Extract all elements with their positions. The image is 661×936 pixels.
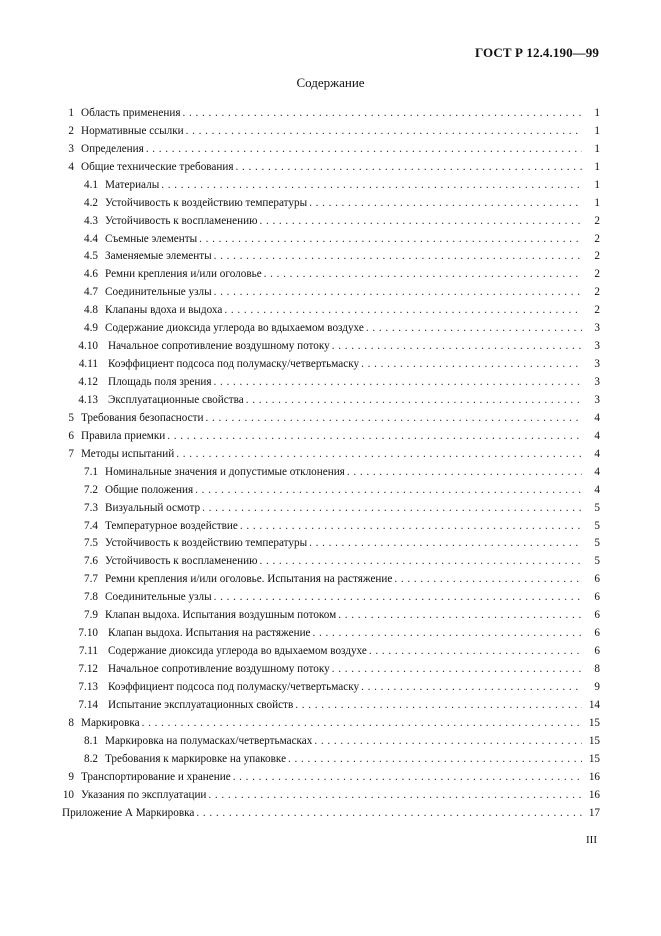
toc-entry-page: 16 — [588, 788, 600, 801]
toc-entry-number: 4.8 — [84, 304, 98, 317]
toc-entry-title: Устойчивость к воспламенению — [105, 214, 258, 227]
toc-entry-number: 4.1 — [84, 178, 98, 191]
toc-entry-title: Методы испытаний — [81, 447, 175, 460]
toc-entry-number: 4.9 — [84, 322, 98, 335]
toc-entry-number: 7.13 — [78, 680, 98, 693]
toc-entry[interactable] — [62, 335, 600, 353]
toc-entry-page: 1 — [594, 124, 600, 137]
toc-entry-number: 4.2 — [84, 196, 98, 209]
toc-entry[interactable] — [62, 246, 600, 264]
toc-entry-number: 7.9 — [84, 609, 98, 622]
toc-entry-title: Ремни крепления и/или оголовье. Испытания на растяжение — [105, 573, 393, 586]
toc-leader-dots — [214, 250, 582, 263]
toc-entry-number: 7.7 — [84, 573, 98, 586]
toc-entry[interactable] — [62, 479, 600, 497]
toc-leader-dots — [213, 376, 582, 389]
toc-entry[interactable] — [62, 568, 600, 586]
toc-entry-title: Нормативные ссылки — [81, 124, 184, 137]
toc-entry-page: 2 — [594, 214, 600, 227]
toc-entry-title: Приложение А Маркировка — [62, 806, 195, 819]
toc-entry[interactable] — [62, 192, 600, 210]
toc-entry-number: 4.6 — [84, 268, 98, 281]
toc-entry-number: 7.4 — [84, 519, 98, 532]
toc-entry-number: 7 — [68, 447, 74, 460]
toc-entry-title: Общие положения — [105, 483, 194, 496]
toc-entry-title: Клапан выдоха. Испытания воздушным потоком — [105, 609, 337, 622]
toc-entry[interactable] — [62, 371, 600, 389]
toc-entry-page: 2 — [594, 250, 600, 263]
toc-entry-number: 4 — [68, 160, 74, 173]
toc-entry-page: 5 — [594, 537, 600, 550]
toc-entry-title: Область применения — [81, 106, 181, 119]
toc-entry[interactable] — [62, 533, 600, 551]
toc-entry-number: 3 — [68, 142, 74, 155]
toc-entry-title: Соединительные узлы — [105, 286, 212, 299]
toc-entry-title: Клапан выдоха. Испытания на растяжение — [108, 627, 311, 640]
toc-entry-number: 8 — [68, 716, 74, 729]
toc-entry[interactable] — [62, 586, 600, 604]
toc-leader-dots — [259, 555, 582, 568]
toc-entry[interactable] — [62, 622, 600, 640]
toc-entry-number: 4.7 — [84, 286, 98, 299]
toc-entry[interactable] — [62, 407, 600, 425]
toc-entry-page: 4 — [594, 411, 600, 424]
toc-entry-title: Правила приемки — [81, 429, 166, 442]
toc-entry-page: 16 — [588, 770, 600, 783]
toc-entry-page: 14 — [588, 698, 600, 711]
table-of-contents — [62, 102, 600, 820]
toc-leader-dots — [146, 143, 582, 156]
toc-entry[interactable] — [62, 694, 600, 712]
toc-entry-page: 4 — [594, 465, 600, 478]
toc-entry-page: 17 — [588, 806, 600, 819]
toc-entry-title: Эксплуатационные свойства — [108, 393, 244, 406]
toc-leader-dots — [288, 753, 582, 766]
toc-entry[interactable] — [62, 676, 600, 694]
toc-entry-number: 4.13 — [78, 393, 98, 406]
toc-entry-page: 6 — [594, 591, 600, 604]
toc-entry[interactable] — [62, 389, 600, 407]
toc-leader-dots — [195, 484, 582, 497]
toc-entry-title: Общие технические требования — [81, 160, 234, 173]
toc-entry-number: 10 — [62, 788, 74, 801]
toc-entry-page: 4 — [594, 447, 600, 460]
toc-leader-dots — [224, 304, 582, 317]
toc-entry-title: Заменяемые элементы — [105, 250, 212, 263]
toc-entry-title: Транспортирование и хранение — [81, 770, 231, 783]
toc-leader-dots — [205, 412, 582, 425]
toc-entry-page: 15 — [588, 716, 600, 729]
toc-entry-title: Требования к маркировке на упаковке — [105, 752, 287, 765]
toc-entry-page: 5 — [594, 519, 600, 532]
toc-leader-dots — [264, 268, 582, 281]
toc-entry-title: Маркировка — [81, 716, 140, 729]
toc-leader-dots — [176, 448, 582, 461]
toc-entry-title: Ремни крепления и/или оголовье — [105, 268, 262, 281]
toc-leader-dots — [259, 215, 582, 228]
toc-leader-dots — [214, 591, 582, 604]
toc-entry-page: 1 — [594, 142, 600, 155]
toc-entry-title: Начальное сопротивление воздушному потоку — [108, 663, 330, 675]
toc-entry[interactable] — [62, 766, 600, 784]
toc-leader-dots — [361, 681, 582, 694]
toc-entry-number: 4.3 — [84, 214, 98, 227]
toc-entry[interactable] — [62, 425, 600, 443]
toc-entry-title: Устойчивость к воздействию температуры — [105, 196, 308, 209]
toc-entry-page: 15 — [588, 734, 600, 747]
toc-entry[interactable] — [62, 658, 600, 676]
toc-entry-title: Номинальные значения и допустимые отклонения — [105, 465, 345, 478]
toc-leader-dots — [361, 358, 582, 371]
toc-entry-number: 6 — [68, 429, 74, 442]
toc-entry[interactable] — [62, 784, 600, 802]
toc-entry[interactable] — [62, 802, 600, 820]
toc-entry-title: Устойчивость к воздействию температуры — [105, 537, 308, 550]
toc-entry[interactable] — [62, 138, 600, 156]
toc-leader-dots — [338, 609, 582, 622]
toc-entry-page: 2 — [594, 304, 600, 317]
toc-leader-dots — [199, 233, 582, 246]
toc-entry-page: 1 — [594, 178, 600, 191]
toc-entry-title: Устойчивость к воспламенению — [105, 555, 258, 568]
toc-entry-title: Клапаны вдоха и выдоха — [105, 304, 223, 317]
toc-entry-page: 3 — [594, 340, 600, 353]
toc-entry-page: 9 — [594, 680, 600, 693]
toc-entry-title: Содержание диоксида углерода во вдыхаемом воздухе — [105, 322, 364, 335]
toc-leader-dots — [202, 502, 582, 515]
toc-entry[interactable] — [62, 461, 600, 479]
toc-entry-number: 7.11 — [78, 645, 98, 658]
toc-entry-title: Содержание диоксида углерода во вдыхаемом воздухе — [108, 645, 367, 658]
toc-leader-dots — [295, 699, 582, 712]
toc-entry-page: 3 — [594, 322, 600, 335]
toc-entry-page: 2 — [594, 232, 600, 245]
toc-entry-number: 9 — [68, 770, 74, 783]
toc-leader-dots — [313, 627, 582, 640]
toc-entry-page: 6 — [594, 627, 600, 640]
toc-entry-page: 3 — [594, 393, 600, 406]
toc-entry-page: 15 — [588, 752, 600, 765]
toc-leader-dots — [186, 125, 582, 138]
toc-entry-title: Температурное воздействие — [105, 519, 238, 532]
toc-entry[interactable] — [62, 210, 600, 228]
toc-entry-number: 7.5 — [84, 537, 98, 550]
toc-leader-dots — [208, 789, 582, 802]
toc-entry[interactable] — [62, 748, 600, 766]
toc-leader-dots — [161, 179, 582, 192]
toc-entry-number: 7.12 — [78, 663, 98, 675]
toc-leader-dots — [246, 394, 582, 407]
toc-entry-number: 7.14 — [78, 698, 98, 711]
toc-entry[interactable] — [62, 102, 600, 120]
toc-entry-page: 2 — [594, 268, 600, 281]
toc-leader-dots — [182, 107, 582, 120]
toc-leader-dots — [167, 430, 582, 443]
toc-entry-title: Испытание эксплуатационных свойств — [108, 698, 294, 711]
toc-entry[interactable] — [62, 263, 600, 281]
toc-entry-number: 7.3 — [84, 501, 98, 514]
toc-entry-title: Требования безопасности — [81, 411, 204, 424]
toc-entry-number: 4.4 — [84, 232, 98, 245]
toc-leader-dots — [240, 520, 582, 533]
toc-entry-page: 4 — [594, 483, 600, 496]
toc-entry[interactable] — [62, 174, 600, 192]
toc-entry-number: 4.12 — [78, 376, 98, 388]
toc-entry-number: 5 — [68, 411, 74, 424]
toc-entry-title: Площадь поля зрения — [108, 376, 212, 388]
toc-leader-dots — [214, 286, 582, 299]
toc-entry-page: 3 — [594, 376, 600, 388]
toc-entry-page: 6 — [594, 573, 600, 586]
toc-entry[interactable] — [62, 604, 600, 622]
toc-entry[interactable] — [62, 156, 600, 174]
toc-entry-page: 8 — [594, 663, 600, 675]
toc-leader-dots — [369, 645, 582, 658]
toc-entry[interactable] — [62, 515, 600, 533]
toc-leader-dots — [309, 537, 582, 550]
toc-entry-number: 4.10 — [78, 340, 98, 353]
toc-entry-page: 5 — [594, 555, 600, 568]
toc-entry[interactable] — [62, 353, 600, 371]
toc-entry-title: Визуальный осмотр — [105, 501, 201, 514]
toc-entry-number: 8.1 — [84, 734, 98, 747]
toc-entry-page: 5 — [594, 501, 600, 514]
toc-leader-dots — [366, 322, 582, 335]
toc-leader-dots — [236, 161, 582, 174]
toc-entry-page: 1 — [594, 196, 600, 209]
toc-leader-dots — [332, 340, 582, 353]
toc-entry-title: Коэффициент подсоса под полумаску/четвертьмаску — [108, 680, 360, 693]
toc-leader-dots — [142, 717, 582, 730]
toc-entry-title: Указания по эксплуатации — [81, 788, 207, 801]
toc-entry-title: Съемные элементы — [105, 232, 198, 245]
toc-entry-number: 7.10 — [78, 627, 98, 640]
page-number: III — [586, 834, 597, 846]
toc-entry[interactable] — [62, 281, 600, 299]
toc-entry-title: Материалы — [105, 178, 160, 191]
toc-leader-dots — [233, 771, 582, 784]
toc-entry[interactable] — [62, 228, 600, 246]
toc-entry-title: Определения — [81, 142, 144, 155]
toc-entry-number: 7.1 — [84, 465, 98, 478]
toc-entry[interactable] — [62, 640, 600, 658]
toc-entry-title: Соединительные узлы — [105, 591, 212, 604]
toc-entry[interactable] — [62, 299, 600, 317]
toc-leader-dots — [309, 197, 582, 210]
toc-entry-page: 4 — [594, 429, 600, 442]
toc-entry-page: 3 — [594, 358, 600, 371]
toc-title: Содержание — [296, 75, 365, 90]
toc-entry-number: 2 — [68, 124, 74, 137]
toc-entry-title: Коэффициент подсоса под полумаску/четвертьмаску — [108, 358, 360, 371]
toc-entry-number: 7.2 — [84, 483, 98, 496]
toc-entry-page: 6 — [594, 609, 600, 622]
toc-entry-page: 1 — [594, 106, 600, 119]
toc-entry[interactable] — [62, 730, 600, 748]
toc-entry[interactable] — [62, 317, 600, 335]
toc-entry[interactable] — [62, 120, 600, 138]
toc-entry[interactable] — [62, 497, 600, 515]
toc-entry-number: 8.2 — [84, 752, 98, 765]
toc-entry-page: 1 — [594, 160, 600, 173]
toc-entry-title: Начальное сопротивление воздушному потоку — [108, 340, 330, 353]
toc-entry-number: 1 — [68, 106, 74, 119]
toc-entry-page: 2 — [594, 286, 600, 299]
toc-entry-number: 7.8 — [84, 591, 98, 604]
toc-leader-dots — [394, 573, 582, 586]
toc-leader-dots — [314, 735, 582, 748]
document-code: ГОСТ Р 12.4.190—99 — [474, 45, 599, 60]
toc-entry-title: Маркировка на полумасках/четвертьмасках — [105, 734, 313, 747]
toc-entry-number: 7.6 — [84, 555, 98, 568]
toc-leader-dots — [347, 466, 582, 479]
toc-leader-dots — [196, 807, 582, 820]
toc-entry-number: 4.5 — [84, 250, 98, 263]
toc-leader-dots — [332, 663, 582, 676]
toc-entry-page: 6 — [594, 645, 600, 658]
toc-entry-number: 4.11 — [78, 358, 98, 371]
toc-entry[interactable] — [62, 550, 600, 568]
toc-entry[interactable] — [62, 443, 600, 461]
toc-entry[interactable] — [62, 712, 600, 730]
